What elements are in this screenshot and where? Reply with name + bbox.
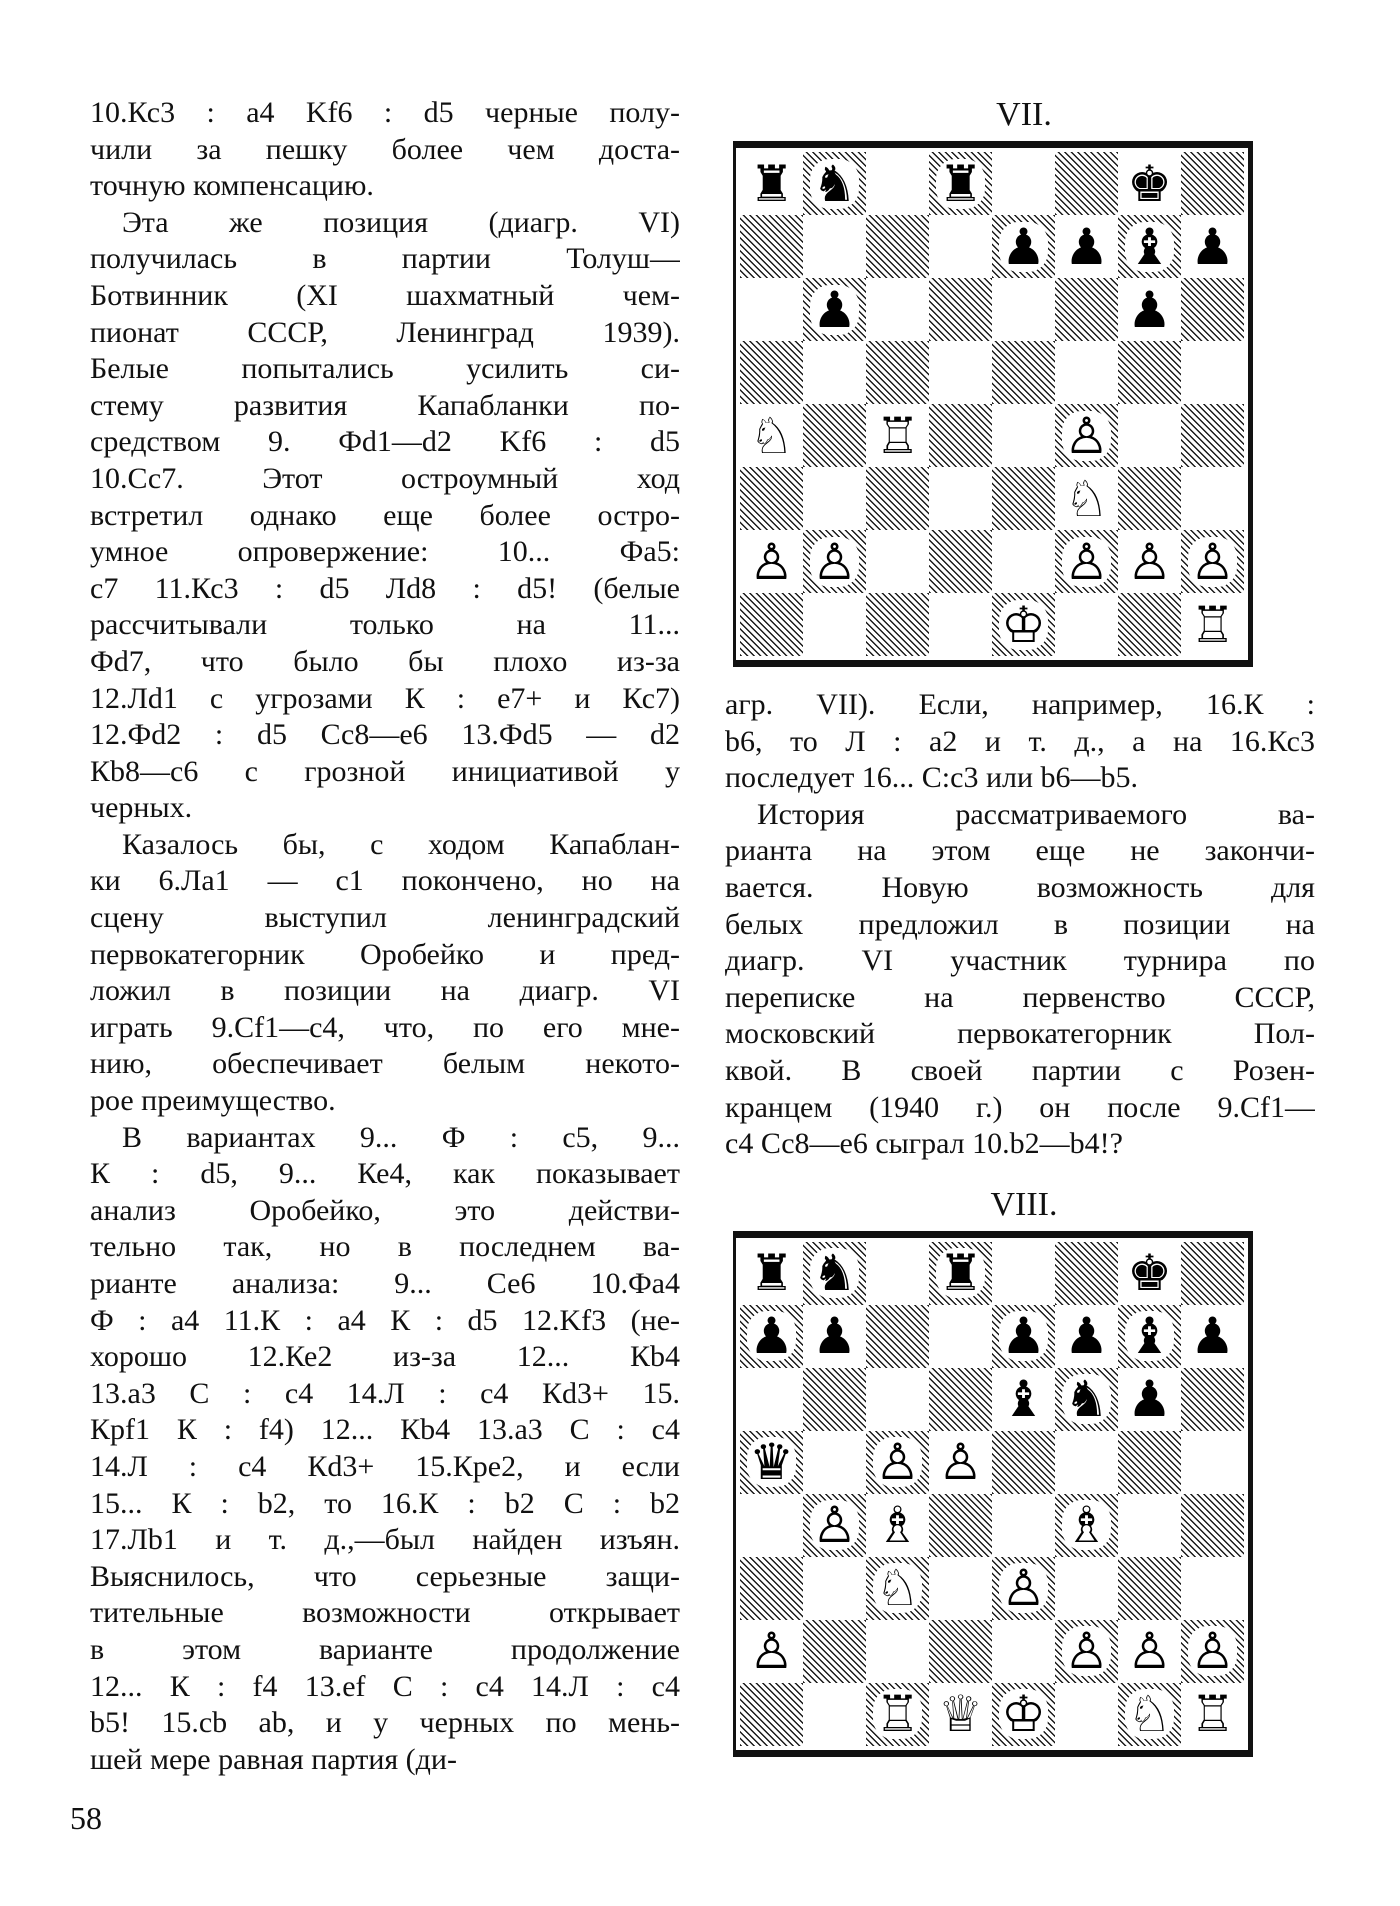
text-line: нию, обеспечивает белым некото- [90, 1047, 680, 1081]
page-number: 58 [70, 1800, 102, 1836]
text-line: ки 6.Ла1 — с1 покончено, но на [90, 864, 680, 898]
board-square [1118, 1305, 1181, 1368]
white-knight-icon: ♘ [1064, 469, 1109, 528]
board-square [866, 1368, 929, 1431]
board-square [803, 1431, 866, 1494]
board-square [1118, 341, 1181, 404]
board-square [929, 1494, 992, 1557]
board-square [803, 1683, 866, 1746]
text-line: первокатегорник Оробейко и пред- [90, 937, 680, 971]
text-line: умное опровержение: 10... Фа5: [90, 535, 680, 569]
black-pawn-icon: ♟ [812, 1307, 857, 1366]
diagram-viii [733, 1185, 1315, 1757]
board-square [740, 152, 803, 215]
board-square [929, 467, 992, 530]
board-square [866, 152, 929, 215]
board-square [1181, 1620, 1244, 1683]
board-square [740, 278, 803, 341]
black-pawn-icon: ♟ [749, 1307, 794, 1366]
black-pawn-icon: ♟ [1190, 217, 1235, 276]
text-line: Фd7, что было бы плохо из-за [90, 644, 680, 678]
board-square [740, 404, 803, 467]
board-square [803, 593, 866, 656]
board-square [1055, 593, 1118, 656]
board-square [803, 530, 866, 593]
white-pawn-icon: ♙ [1190, 1622, 1235, 1681]
white-queen-icon: ♕ [938, 1685, 983, 1744]
text-line: средством 9. Фd1—d2 Kf6 : d5 [90, 425, 680, 459]
board-square [866, 1620, 929, 1683]
board-square [1055, 1305, 1118, 1368]
board-square [929, 341, 992, 404]
board-square [1118, 530, 1181, 593]
text-line: чили за пешку более чем доста- [90, 132, 680, 166]
text-line: тительные возможности открывает [90, 1596, 680, 1630]
board-square [1055, 278, 1118, 341]
board-square [929, 1557, 992, 1620]
text-line: 17.Лb1 и т. д.,—был найден изъян. [90, 1523, 680, 1557]
board-square [992, 593, 1055, 656]
chessboard-frame [733, 141, 1253, 667]
white-bishop-icon: ♗ [875, 1496, 920, 1555]
white-knight-icon: ♘ [1127, 1685, 1172, 1744]
board-square [992, 215, 1055, 278]
board-square [1055, 1620, 1118, 1683]
board-square [1055, 1557, 1118, 1620]
board-square [1181, 1683, 1244, 1746]
board-square [740, 1431, 803, 1494]
board-square [929, 593, 992, 656]
right-text-block [725, 687, 1315, 1163]
white-pawn-icon: ♙ [1064, 406, 1109, 465]
board-square [929, 152, 992, 215]
board-square [803, 215, 866, 278]
black-knight-icon: ♞ [812, 154, 857, 213]
board-square [1055, 404, 1118, 467]
text-line: с7 11.Кс3 : d5 Лd8 : d5! (белые [90, 571, 680, 605]
text-line: последует 16... С:с3 или b6—b5. [725, 761, 1139, 795]
board-square [992, 278, 1055, 341]
black-pawn-icon: ♟ [1190, 1307, 1235, 1366]
text-line: диагр. VI участник турнира по [725, 944, 1315, 978]
right-column [725, 95, 1315, 1757]
white-pawn-icon: ♙ [749, 1622, 794, 1681]
text-line: рое преимущество. [90, 1084, 336, 1118]
text-line: в этом варианте продолжение [90, 1632, 680, 1666]
board-square [1055, 1494, 1118, 1557]
text-line: пионат СССР, Ленинград 1939). [90, 315, 680, 349]
board-square [1181, 593, 1244, 656]
black-rook-icon: ♜ [749, 154, 794, 213]
text-line: черных. [90, 791, 193, 825]
text-line: 12.Лd1 с угрозами К : е7+ и Кс7) [90, 681, 680, 715]
text-line: 10.Сс7. Этот остроумный ход [90, 461, 680, 495]
white-rook-icon: ♖ [1190, 595, 1235, 654]
text-line: переписке на первенство СССР, [725, 980, 1315, 1014]
board-square [866, 1242, 929, 1305]
text-line: Эта же позиция (диагр. VI) [122, 205, 680, 239]
board-square [740, 1305, 803, 1368]
board-square [929, 1620, 992, 1683]
board-square [1181, 341, 1244, 404]
white-rook-icon: ♖ [875, 406, 920, 465]
diagram-vii [733, 95, 1315, 667]
white-pawn-icon: ♙ [1127, 1622, 1172, 1681]
board-square [740, 467, 803, 530]
white-pawn-icon: ♙ [1127, 532, 1172, 591]
board-square [1181, 1557, 1244, 1620]
white-knight-icon: ♘ [749, 406, 794, 465]
board-square [1055, 467, 1118, 530]
board-square [1055, 1242, 1118, 1305]
board-square [740, 341, 803, 404]
board-square [866, 278, 929, 341]
board-square [803, 152, 866, 215]
board-square [992, 341, 1055, 404]
board-square [1181, 1242, 1244, 1305]
black-queen-icon: ♛ [749, 1433, 794, 1492]
board-square [929, 278, 992, 341]
text-line: ложил в позиции на диагр. VI [90, 974, 680, 1008]
board-square [803, 1368, 866, 1431]
board-square [803, 1620, 866, 1683]
white-pawn-icon: ♙ [1190, 532, 1235, 591]
board-square [929, 530, 992, 593]
board-square [1118, 1683, 1181, 1746]
board-square [803, 341, 866, 404]
text-line: шей мере равная партия (ди- [90, 1742, 457, 1776]
white-pawn-icon: ♙ [1064, 1622, 1109, 1681]
board-square [929, 1431, 992, 1494]
board-square [929, 404, 992, 467]
text-line: 10.Кс3 : а4 Kf6 : d5 черные полу- [90, 96, 680, 129]
board-square [929, 215, 992, 278]
board-square [740, 1683, 803, 1746]
text-line: Крf1 К : f4) 12... Кb4 13.а3 С : с4 [90, 1413, 680, 1447]
black-king-icon: ♚ [1127, 1244, 1172, 1303]
black-pawn-icon: ♟ [1064, 217, 1109, 276]
board-square [1055, 215, 1118, 278]
text-line: тельно так, но в последнем ва- [90, 1230, 680, 1264]
board-square [929, 1242, 992, 1305]
board-square [1181, 215, 1244, 278]
text-line: Ф : а4 11.К : а4 К : d5 12.Kf3 (не- [90, 1303, 680, 1337]
text-line: Казалось бы, с ходом Капаблан- [122, 827, 680, 861]
board-square [992, 1620, 1055, 1683]
board-square [740, 215, 803, 278]
board-square [992, 404, 1055, 467]
white-pawn-icon: ♙ [1064, 532, 1109, 591]
text-line: 13.а3 С : с4 14.Л : с4 Кd3+ 15. [90, 1376, 680, 1410]
text-line: К : d5, 9... Ке4, как показывает [90, 1157, 680, 1191]
black-bishop-icon: ♝ [1001, 1370, 1046, 1429]
text-line: вается. Новую возможность для [725, 870, 1315, 904]
text-line: В вариантах 9... Ф : с5, 9... [122, 1120, 680, 1154]
board-square [866, 1305, 929, 1368]
diagram-title: VIII. [990, 1185, 1058, 1223]
chessboard-frame [733, 1231, 1253, 1757]
white-king-icon: ♔ [1001, 595, 1046, 654]
board-square [1181, 467, 1244, 530]
board-square [740, 593, 803, 656]
white-pawn-icon: ♙ [875, 1433, 920, 1492]
board-square [740, 530, 803, 593]
board-square [1055, 1368, 1118, 1431]
board-square [1181, 1431, 1244, 1494]
board-square [866, 404, 929, 467]
black-knight-icon: ♞ [812, 1244, 857, 1303]
board-square [740, 1494, 803, 1557]
board-square [740, 1368, 803, 1431]
text-line: стему развития Капабланки по- [90, 388, 680, 422]
board-square [1118, 278, 1181, 341]
text-line: 12... К : f4 13.ef С : с4 14.Л : с4 [90, 1669, 680, 1703]
text-line: 14.Л : с4 Кd3+ 15.Кре2, и если [90, 1449, 680, 1483]
text-line: квой. В своей партии с Розен- [725, 1053, 1315, 1087]
board-square [992, 1242, 1055, 1305]
text-line: точную компенсацию. [90, 169, 374, 203]
board-square [803, 1242, 866, 1305]
board-square [1118, 152, 1181, 215]
black-rook-icon: ♜ [938, 1244, 983, 1303]
black-knight-icon: ♞ [1064, 1370, 1109, 1429]
board-square [1118, 1620, 1181, 1683]
board-square [803, 1557, 866, 1620]
board-square [929, 1683, 992, 1746]
text-line: встретил однако еще более остро- [90, 498, 680, 532]
board-square [1181, 1494, 1244, 1557]
text-line: Кb8—с6 с грозной инициативой у [90, 754, 680, 788]
board-square [803, 1494, 866, 1557]
board-square [1118, 1557, 1181, 1620]
diagram-title: VII. [996, 96, 1052, 133]
white-rook-icon: ♖ [875, 1685, 920, 1744]
board-square [866, 215, 929, 278]
board-square [866, 467, 929, 530]
text-line: рианта на этом еще не закончи- [725, 834, 1315, 868]
board-square [992, 467, 1055, 530]
black-bishop-icon: ♝ [1127, 217, 1172, 276]
board-square [992, 1494, 1055, 1557]
text-line: рианте анализа: 9... Се6 10.Фа4 [90, 1267, 680, 1300]
board-square [1118, 1494, 1181, 1557]
board-square [740, 1620, 803, 1683]
text-line: анализ Оробейко, это действи- [90, 1193, 680, 1227]
white-bishop-icon: ♗ [1064, 1496, 1109, 1555]
board-square [740, 1242, 803, 1305]
black-pawn-icon: ♟ [1127, 1370, 1172, 1429]
text-line: с4 Сс8—е6 сыграл 10.b2—b4!? [725, 1127, 1123, 1161]
black-rook-icon: ♜ [749, 1244, 794, 1303]
text-line: 15... К : b2, то 16.К : b2 С : b2 [90, 1486, 680, 1520]
chessboard [740, 152, 1244, 656]
board-square [1118, 404, 1181, 467]
board-square [929, 1368, 992, 1431]
text-line: играть 9.Cf1—с4, что, по его мне- [90, 1010, 680, 1044]
board-square [803, 278, 866, 341]
left-text-column [90, 95, 680, 1778]
text-line: белых предложил в позиции на [725, 907, 1315, 941]
board-square [1181, 152, 1244, 215]
board-square [740, 1557, 803, 1620]
text-line: b5! 15.cb ab, и у черных по мень- [90, 1706, 680, 1740]
white-pawn-icon: ♙ [812, 532, 857, 591]
text-line: 12.Фd2 : d5 Сс8—е6 13.Фd5 — d2 [90, 718, 680, 752]
board-square [992, 152, 1055, 215]
text-line: Белые попытались усилить си- [90, 352, 680, 386]
text-line: хорошо 12.Ке2 из-за 12... Кb4 [90, 1340, 680, 1374]
white-pawn-icon: ♙ [1001, 1559, 1046, 1618]
black-rook-icon: ♜ [938, 154, 983, 213]
board-square [1055, 152, 1118, 215]
board-square [1055, 341, 1118, 404]
board-square [866, 1557, 929, 1620]
board-square [866, 1431, 929, 1494]
board-square [992, 530, 1055, 593]
board-square [866, 1494, 929, 1557]
text-line: рассчитывали только на 11... [90, 608, 680, 642]
black-king-icon: ♚ [1127, 154, 1172, 213]
text-line: Выяснилось, что серьезные защи- [90, 1559, 680, 1593]
text-line: сцену выступил ленинградский [90, 901, 680, 935]
board-square [866, 1683, 929, 1746]
black-pawn-icon: ♟ [812, 280, 857, 339]
board-square [929, 1305, 992, 1368]
text-line: получилась в партии Толуш— [90, 242, 680, 276]
chessboard [740, 1242, 1244, 1746]
board-square [1181, 404, 1244, 467]
text-line: Ботвинник (XI шахматный чем- [90, 278, 680, 312]
board-square [992, 1305, 1055, 1368]
board-square [803, 404, 866, 467]
board-square [992, 1557, 1055, 1620]
text-line: История рассматриваемого ва- [757, 797, 1315, 831]
text-line: агр. VII). Если, например, 16.К : [725, 688, 1315, 721]
board-square [1118, 215, 1181, 278]
white-pawn-icon: ♙ [938, 1433, 983, 1492]
board-square [803, 1305, 866, 1368]
board-square [992, 1368, 1055, 1431]
board-square [1118, 1431, 1181, 1494]
text-line: московский первокатегорник Пол- [725, 1017, 1315, 1051]
black-pawn-icon: ♟ [1127, 280, 1172, 339]
black-pawn-icon: ♟ [1001, 1307, 1046, 1366]
white-king-icon: ♔ [1001, 1685, 1046, 1744]
board-square [803, 467, 866, 530]
board-square [1055, 1431, 1118, 1494]
white-knight-icon: ♘ [875, 1559, 920, 1618]
board-square [1118, 1368, 1181, 1431]
board-square [866, 593, 929, 656]
board-square [1181, 1305, 1244, 1368]
board-square [1118, 593, 1181, 656]
board-square [1181, 278, 1244, 341]
board-square [1055, 1683, 1118, 1746]
board-square [866, 530, 929, 593]
text-line: b6, то Л : а2 и т. д., а на 16.Кс3 [725, 724, 1315, 758]
board-square [866, 341, 929, 404]
black-bishop-icon: ♝ [1127, 1307, 1172, 1366]
white-pawn-icon: ♙ [749, 532, 794, 591]
white-pawn-icon: ♙ [812, 1496, 857, 1555]
white-rook-icon: ♖ [1190, 1685, 1235, 1744]
board-square [1181, 530, 1244, 593]
black-pawn-icon: ♟ [1001, 217, 1046, 276]
board-square [992, 1431, 1055, 1494]
board-square [992, 1683, 1055, 1746]
text-line: кранцем (1940 г.) он после 9.Cf1— [725, 1090, 1315, 1124]
board-square [1055, 530, 1118, 593]
board-square [1118, 1242, 1181, 1305]
black-pawn-icon: ♟ [1064, 1307, 1109, 1366]
board-square [1118, 467, 1181, 530]
board-square [1181, 1368, 1244, 1431]
